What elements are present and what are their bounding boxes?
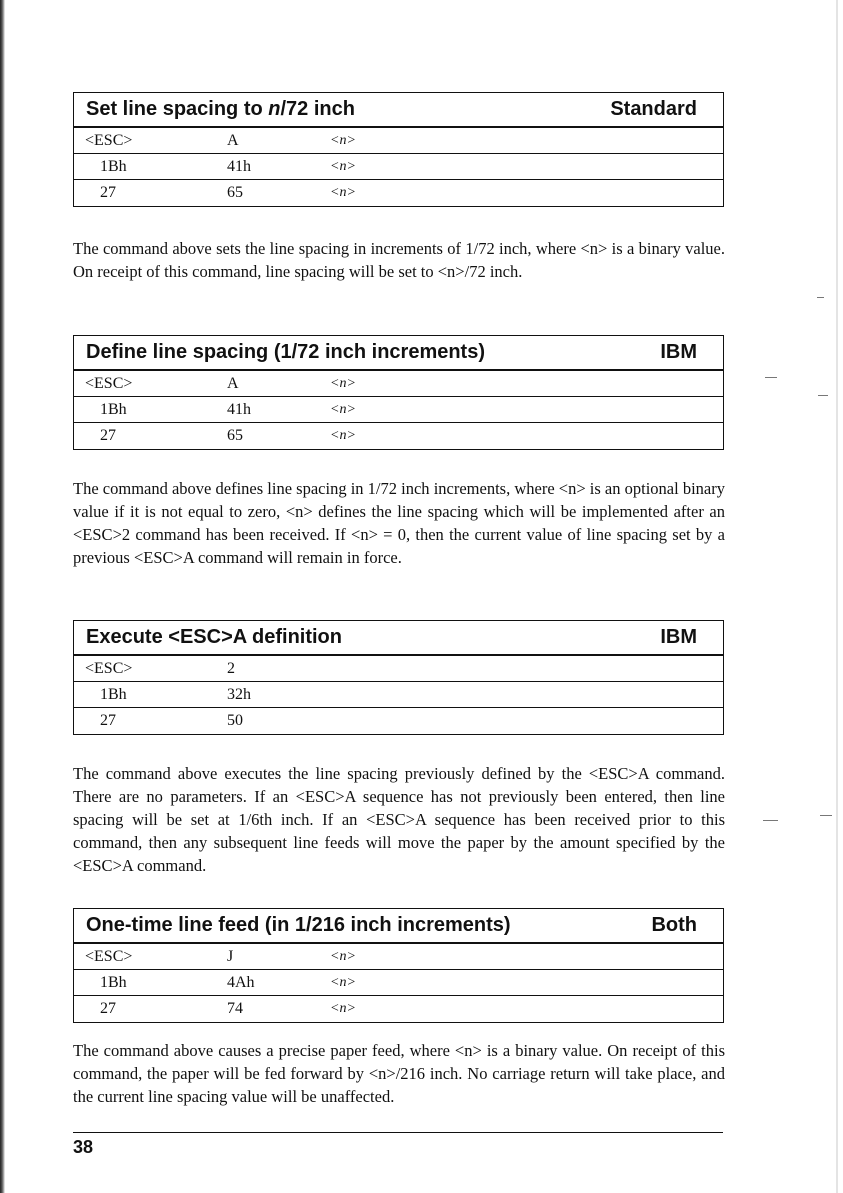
parameter-cell: <n>: [330, 1001, 356, 1016]
decimal-cell: 27: [100, 712, 116, 729]
command-table-execute-definition: [73, 620, 724, 735]
command-table-header: [74, 621, 723, 656]
footer-rule: [73, 1132, 723, 1133]
command-mode-badge: IBM: [660, 341, 697, 363]
parameter-cell: <n>: [330, 133, 356, 148]
table-row: [74, 996, 723, 1022]
decimal-cell: 27: [100, 184, 116, 201]
description-paragraph: The command above executes the line spacing previously defined by the <ESC>A command. There are no parameters. If an <ESC>A sequence has not previously been entered, then line spacing will be set at 1/6th inch. If an <ESC>A sequence has been received prior to this command, then any subsequent line feeds will move the paper by the amount specified by the <ESC>A command.: [73, 764, 725, 875]
scan-mark: [817, 297, 824, 298]
hex-cell: 4Ah: [227, 974, 255, 991]
command-table-set-line-spacing: [73, 92, 724, 207]
table-row: [74, 944, 723, 970]
scan-mark: [765, 377, 777, 378]
parameter-cell: <n>: [330, 428, 356, 443]
hex-cell: 1Bh: [100, 158, 127, 175]
description-paragraph: The command above defines line spacing in 1/72 inch increments, where <n> is an optional binary value if it is not equal to zero, <n> defines the line spacing which will be implemented after an <ESC>2 command has been received. If <n> = 0, then the current value of line spacing set by a previous <ESC>A command will remain in force.: [73, 479, 725, 567]
scan-mark: [820, 815, 832, 816]
parameter-cell: <n>: [330, 949, 356, 964]
code-cell: A: [227, 375, 239, 392]
command-table-define-line-spacing: [73, 335, 724, 450]
table-row: [74, 397, 723, 423]
parameter-cell: <n>: [330, 185, 356, 200]
table-row: [74, 154, 723, 180]
code-cell: J: [227, 948, 234, 965]
command-title: One-time line feed (in 1/216 inch increments): [86, 914, 511, 936]
table-row: [74, 656, 723, 682]
scan-edge-right: [836, 0, 838, 1193]
code-cell: <ESC>: [85, 948, 133, 965]
parameter-cell: <n>: [330, 376, 356, 391]
command-title: Define line spacing (1/72 inch increments): [86, 341, 486, 363]
command-table-one-time-line-feed: [73, 908, 724, 1023]
hex-cell: 32h: [227, 686, 251, 703]
hex-cell: 41h: [227, 401, 251, 418]
scan-mark: [818, 395, 828, 396]
code-cell: A: [227, 132, 239, 149]
command-title: Execute <ESC>A definition: [86, 626, 342, 648]
command-mode-badge: IBM: [660, 626, 697, 648]
code-cell: <ESC>: [85, 660, 133, 677]
code-cell: <ESC>: [85, 132, 133, 149]
decimal-cell: 27: [100, 427, 116, 444]
command-mode-badge: Standard: [610, 98, 697, 120]
table-row: [74, 682, 723, 708]
description-paragraph: The command above causes a precise paper feed, where <n> is a binary value. On receipt of this command, the paper will be fed forward by <n>/216 inch. No carriage return will take place, and the current line spacing value will be unaffected.: [73, 1041, 725, 1106]
decimal-cell: 50: [227, 712, 243, 729]
code-cell: 2: [227, 660, 235, 677]
table-row: [74, 970, 723, 996]
hex-cell: 1Bh: [100, 401, 127, 418]
parameter-cell: <n>: [330, 402, 356, 417]
code-cell: <ESC>: [85, 375, 133, 392]
table-row: [74, 708, 723, 734]
command-mode-badge: Both: [651, 914, 697, 936]
hex-cell: 1Bh: [100, 974, 127, 991]
parameter-cell: <n>: [330, 159, 356, 174]
table-row: [74, 180, 723, 206]
hex-cell: 41h: [227, 158, 251, 175]
decimal-cell: 27: [100, 1000, 116, 1017]
description-paragraph: The command above sets the line spacing in increments of 1/72 inch, where <n> is a binary value. On receipt of this command, line spacing will be set to <n>/72 inch.: [73, 239, 725, 281]
decimal-cell: 74: [227, 1000, 243, 1017]
command-table-header: [74, 93, 723, 128]
table-row: [74, 371, 723, 397]
scan-mark: [763, 820, 778, 821]
hex-cell: 1Bh: [100, 686, 127, 703]
decimal-cell: 65: [227, 184, 243, 201]
page-number: 38: [73, 1137, 94, 1157]
scan-edge-left: [0, 0, 5, 1193]
table-row: [74, 423, 723, 449]
decimal-cell: 65: [227, 427, 243, 444]
command-title: Set line spacing to n/72 inch: [86, 98, 355, 120]
command-table-header: [74, 909, 723, 944]
command-table-header: [74, 336, 723, 371]
table-row: [74, 128, 723, 154]
parameter-cell: <n>: [330, 975, 356, 990]
